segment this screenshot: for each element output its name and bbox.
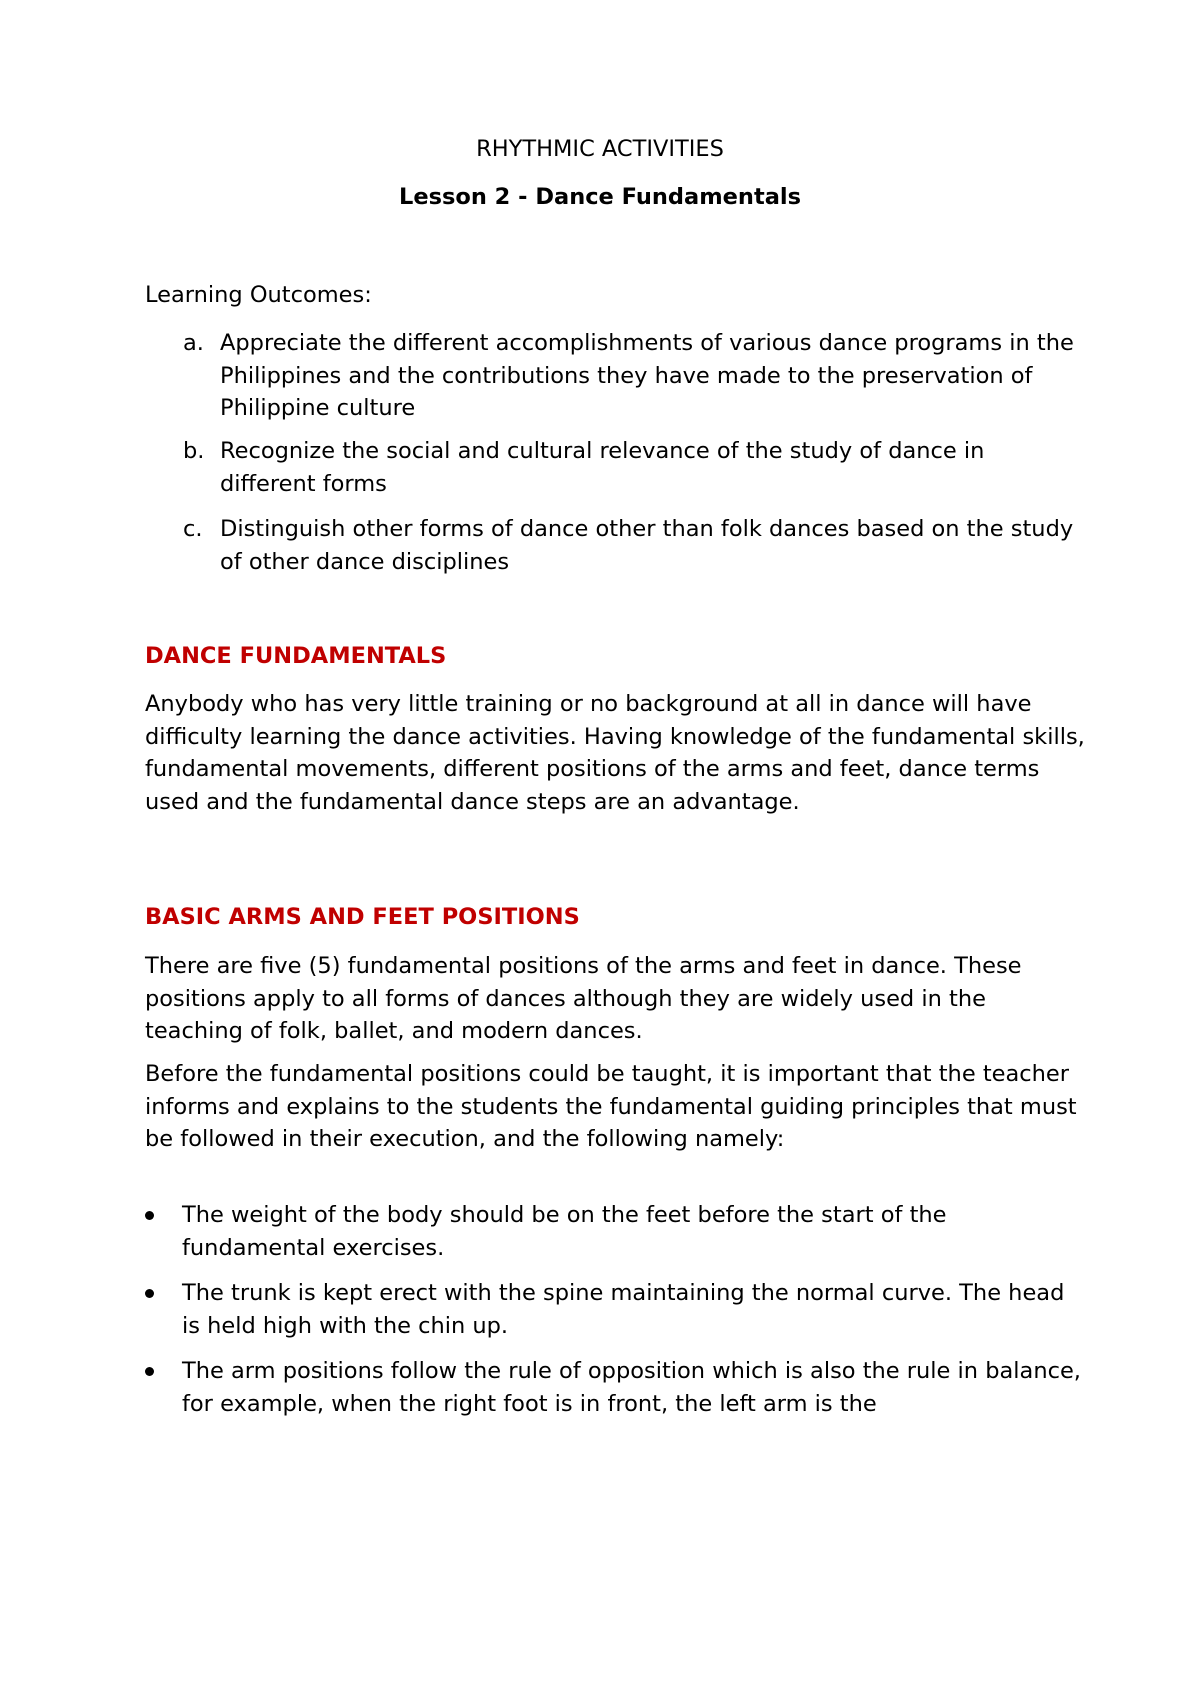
bullet-text: The trunk is kept erect with the spine maintaining the normal curve. The head is held high with the chin up. — [182, 1280, 1065, 1339]
document-title: RHYTHMIC ACTIVITIES — [476, 136, 724, 162]
bullet-dot-icon — [145, 1211, 154, 1220]
dance-fundamentals-paragraph: Anybody who has very little training or no background at all in dance will have difficulty learning the dance activities. Having knowledge of the fundamental skills, fundamental movements, different positions of the arms and feet, dance terms used and the fundamental dance steps are an advantage. — [145, 691, 1085, 815]
bullet-item — [145, 1355, 1085, 1420]
list-marker: b. — [183, 438, 205, 464]
bullet-item — [145, 1199, 1085, 1264]
arms-feet-paragraph-1: There are five (5) fundamental positions of the arms and feet in dance. These positions apply to all forms of dances although they are widely used in the teaching of folk, ballet, and modern dances. — [145, 953, 1022, 1044]
list-text: Recognize the social and cultural relevance of the study of dance in different forms — [220, 438, 985, 497]
list-marker: a. — [183, 330, 204, 356]
learning-outcome-c — [145, 513, 1085, 578]
lesson-title: Lesson 2 - Dance Fundamentals — [398, 184, 801, 210]
list-text: Appreciate the different accomplishments of various dance programs in the Philippines and the contributions they have made to the preservation of Philippine culture — [220, 330, 1074, 421]
bullet-item — [145, 1277, 1085, 1342]
bullet-text: The weight of the body should be on the feet before the start of the fundamental exercises. — [182, 1202, 947, 1261]
learning-outcome-b — [145, 435, 1085, 500]
section-heading-dance-fundamentals: DANCE FUNDAMENTALS — [145, 643, 447, 669]
bullet-text: The arm positions follow the rule of opposition which is also the rule in balance, for example, when the right foot is in front, the left arm is the — [182, 1358, 1081, 1417]
bullet-dot-icon — [145, 1289, 154, 1298]
list-text: Distinguish other forms of dance other than folk dances based on the study of other dance disciplines — [220, 516, 1074, 575]
bullet-dot-icon — [145, 1367, 154, 1376]
arms-feet-paragraph-2: Before the fundamental positions could be taught, it is important that the teacher informs and explains to the students the fundamental guiding principles that must be followed in their execution, and the following namely: — [145, 1061, 1077, 1152]
section-heading-arms-feet-positions: BASIC ARMS AND FEET POSITIONS — [145, 904, 580, 930]
list-marker: c. — [183, 516, 203, 542]
learning-outcomes-label: Learning Outcomes: — [145, 282, 372, 308]
learning-outcome-a — [145, 327, 1085, 425]
